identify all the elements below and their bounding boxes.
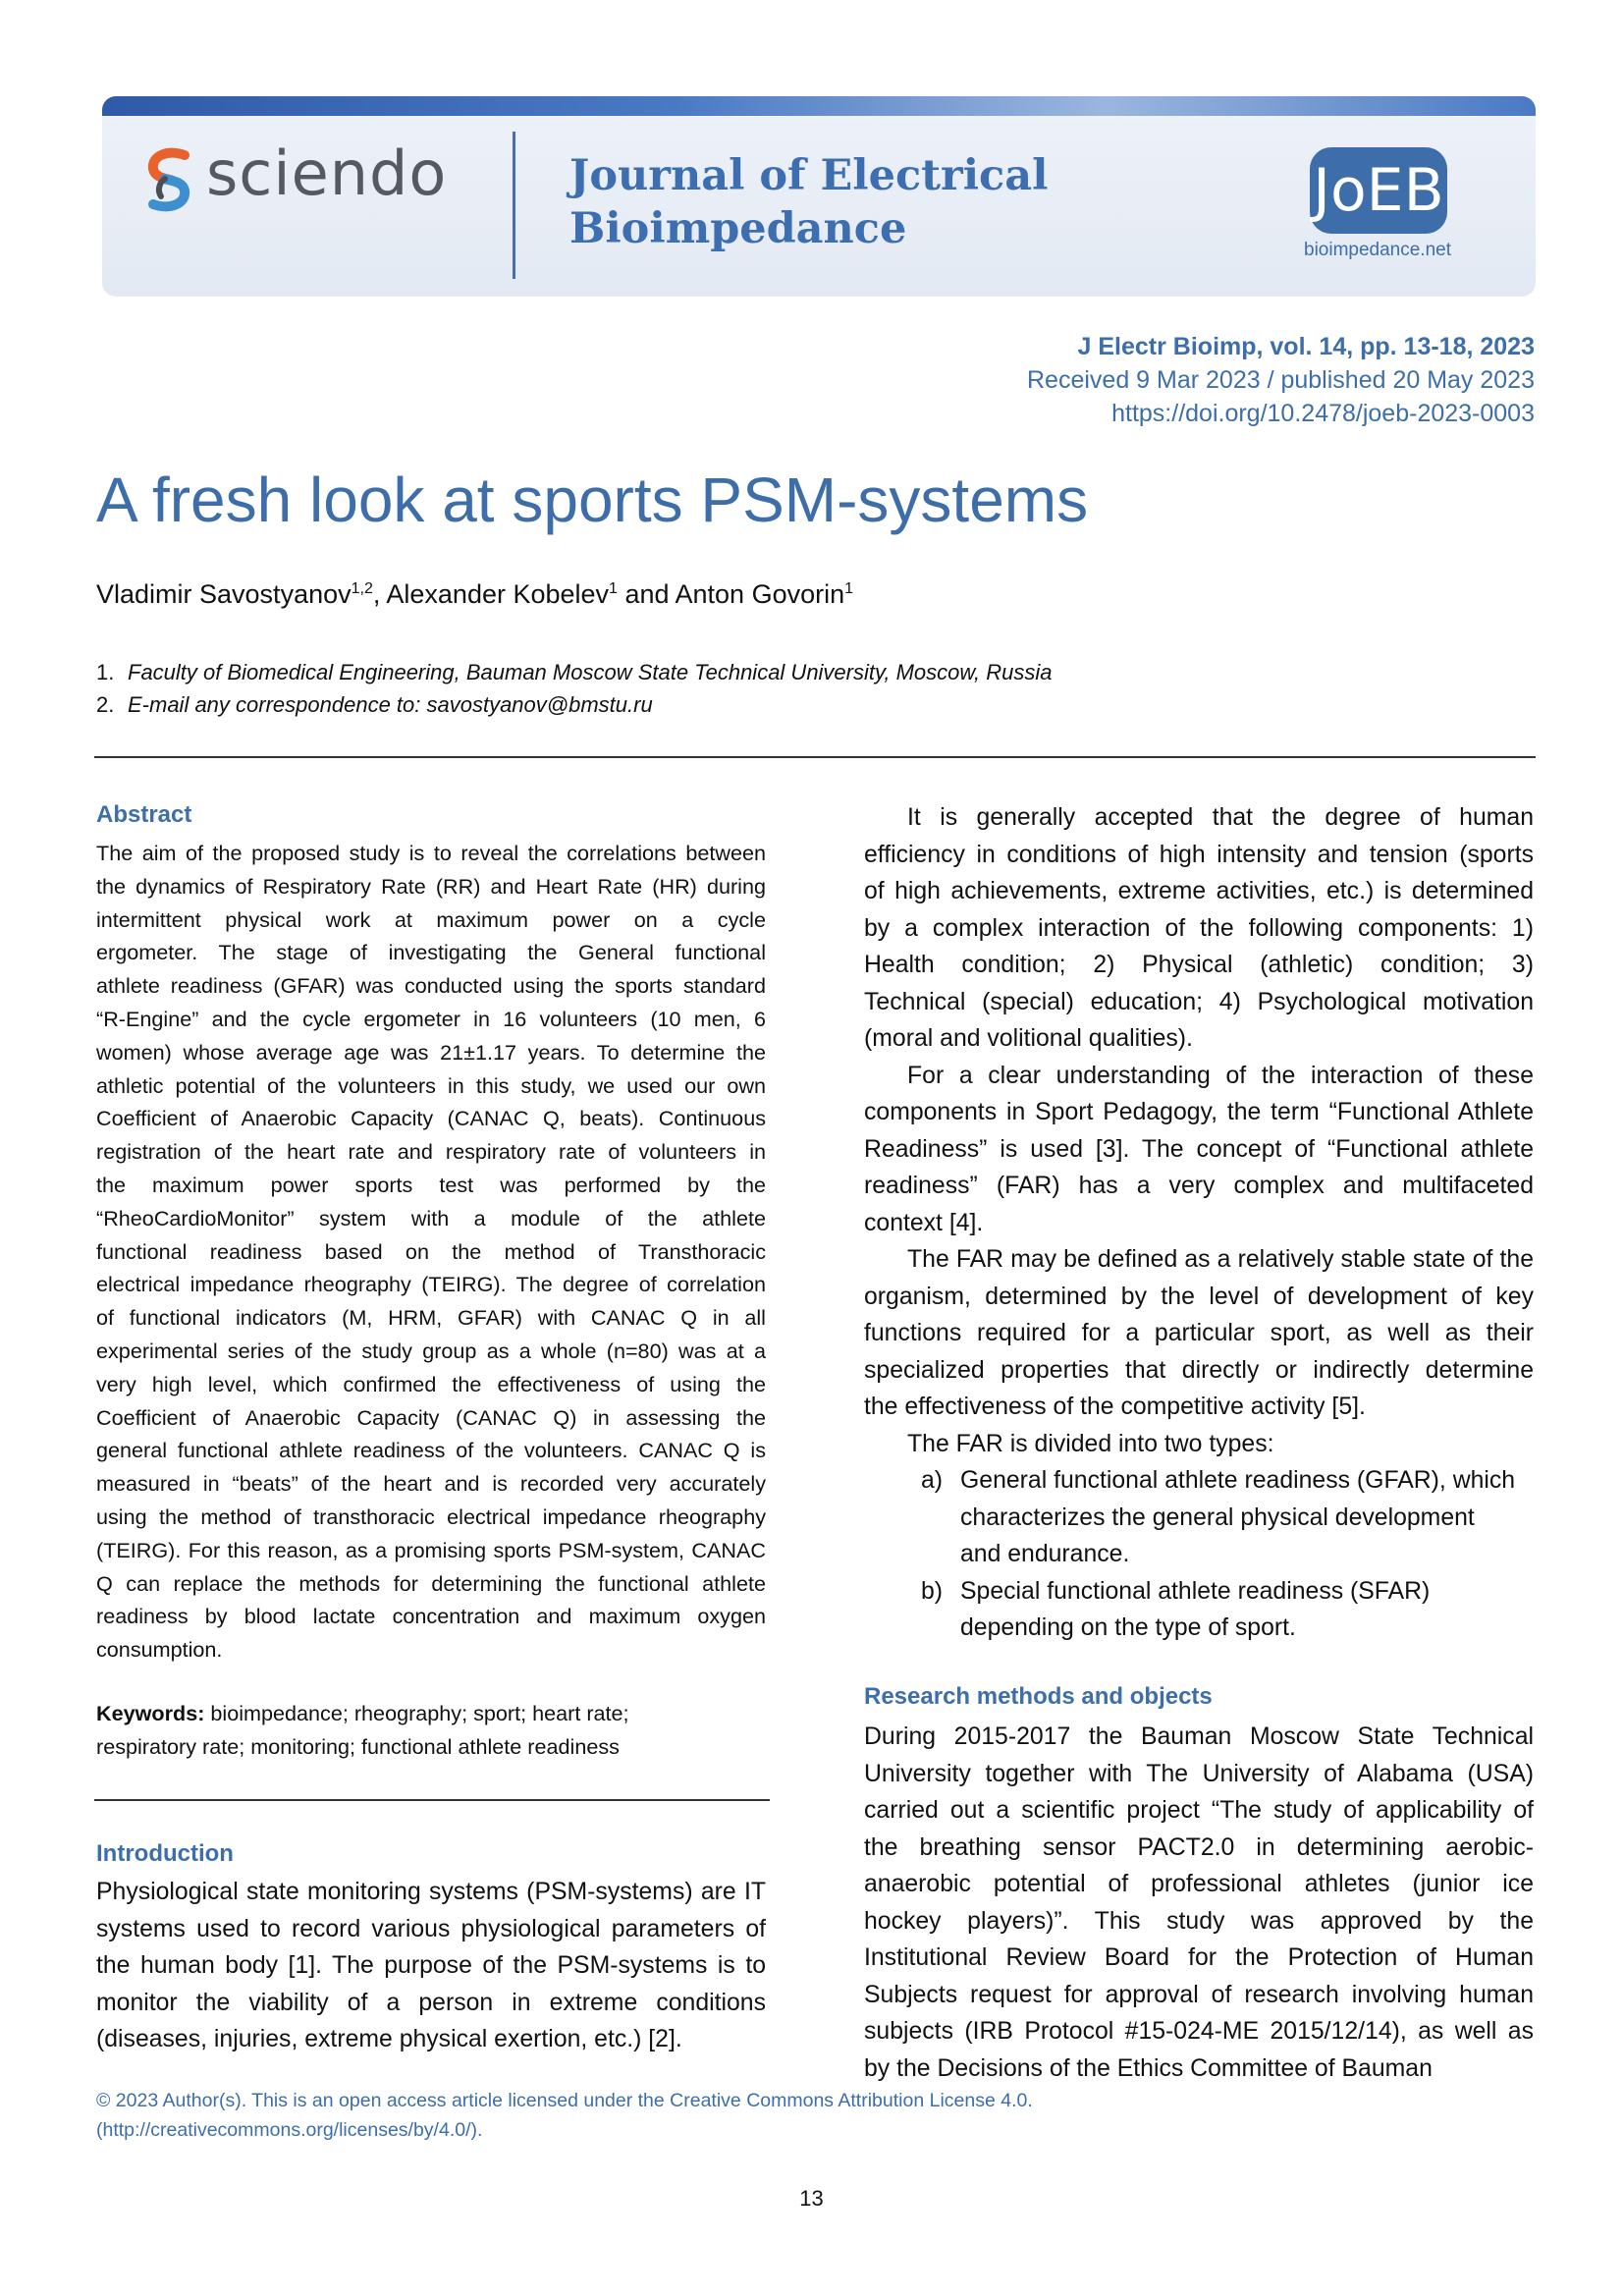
author-affiliation-sup: 1,2 [351, 580, 373, 597]
introduction-body [96, 1874, 766, 2058]
text-line: the human body [1]. The purpose of the PSM-systems is to [96, 1952, 766, 1980]
text-line: The FAR may be defined as a relatively stable state of the [907, 1246, 1534, 1273]
text-line: University together with The University of Alabama (USA) [864, 1760, 1534, 1787]
text-line: using the method of transthoracic electrical impedance rheography [96, 1503, 766, 1529]
right-column-text [864, 799, 1534, 1462]
abstract-heading: Abstract [96, 801, 192, 828]
keywords-line: respiratory rate; monitoring; functional athlete readiness [96, 1733, 620, 1759]
license-text: © 2023 Author(s). This is an open access article licensed under the Creative Commons Attribution License 4.0. [96, 2090, 1033, 2111]
keywords-label: Keywords: [96, 1701, 205, 1725]
text-line: intermittent physical work at maximum power on a cycle [96, 906, 766, 932]
text-line: athletic potential of the volunteers in this study, we used our own [96, 1072, 766, 1098]
publisher-name: sciendo [206, 137, 448, 209]
text-line: efficiency in conditions of high intensity and tension (sports [864, 841, 1534, 868]
text-line: very high level, which confirmed the effectiveness of using the [96, 1371, 766, 1396]
list-line: depending on the type of sport. [960, 1614, 1296, 1641]
list-line: Special functional athlete readiness (SFAR) [960, 1577, 1431, 1605]
affiliation-item [96, 656, 1053, 688]
list-item [864, 1573, 1534, 1647]
text-line: subjects (IRB Protocol #15-024-ME 2015/12/14), as well as [864, 2018, 1534, 2045]
citation-doi[interactable]: https://doi.org/10.2478/joeb-2023-0003 [1111, 400, 1535, 427]
text-line: Institutional Review Board for the Protection of Human [864, 1944, 1534, 1971]
list-label: b) [921, 1577, 944, 1605]
text-line: Physiological state monitoring systems (PSM-systems) are IT [96, 1879, 766, 1905]
author-separator: and [617, 579, 676, 609]
banner-divider [513, 132, 515, 279]
introduction-heading: Introduction [96, 1840, 234, 1867]
text-line: consumption. [96, 1637, 223, 1663]
journal-url[interactable]: bioimpedance.net [1304, 240, 1451, 260]
text-line: “R-Engine” and the cycle ergometer in 16 volunteers (10 men, 6 [96, 1006, 766, 1031]
text-line: hockey players)”. This study was approved by the [864, 1907, 1534, 1935]
sciendo-logo-icon [145, 147, 192, 212]
text-line: the effectiveness of the competitive activity [5]. [864, 1394, 1366, 1420]
methods-body [864, 1719, 1534, 2087]
methods-heading: Research methods and objects [864, 1683, 1213, 1710]
abstract-body [96, 837, 766, 1667]
citation-block [1027, 330, 1535, 430]
journal-banner [102, 96, 1536, 297]
far-types-list [864, 1462, 1534, 1647]
author-name: Vladimir Savostyanov [96, 579, 352, 609]
citation-ref: J Electr Bioimp, vol. 14, pp. 13-18, 2023 [1077, 333, 1535, 360]
affiliation-number: 2. [96, 692, 115, 717]
text-line: by a complex interaction of the following components: 1) [864, 914, 1534, 942]
text-line: experimental series of the study group as a whole (n=80) was at a [96, 1338, 766, 1363]
text-line: electrical impedance rheography (TEIRG). The degree of correlation [96, 1272, 766, 1297]
license-footer [96, 2086, 1033, 2145]
text-line: The aim of the proposed study is to reveal the correlations between [96, 841, 766, 865]
text-line: It is generally accepted that the degree of human [907, 804, 1534, 831]
paper-title: A fresh look at sports PSM-systems [96, 465, 1089, 535]
text-line: registration of the heart rate and respiratory rate of volunteers in [96, 1139, 766, 1165]
text-line: the breathing sensor PACT2.0 in determining aerobic- [864, 1833, 1534, 1861]
paragraph [864, 799, 1534, 1058]
paragraph [864, 1241, 1534, 1426]
paragraph [864, 1058, 1534, 1242]
text-line: athlete readiness (GFAR) was conducted using the sports standard [96, 973, 766, 999]
text-line: Technical (special) education; 4) Psychological motivation [864, 988, 1534, 1015]
list-line: and endurance. [960, 1541, 1130, 1567]
text-line: anaerobic potential of professional athletes (junior ice [864, 1871, 1534, 1897]
affiliation-text: E-mail any correspondence to: savostyanov@bmstu.ru [128, 692, 653, 717]
text-line: readiness” (FAR) has a very complex and multifaceted [864, 1173, 1534, 1199]
text-line: general functional athlete readiness of the volunteers. CANAC Q is [96, 1438, 766, 1463]
text-line: organism, determined by the level of development of key [864, 1283, 1534, 1310]
text-line: (moral and volitional qualities). [864, 1025, 1193, 1052]
affiliation-number: 1. [96, 660, 115, 684]
list-item [864, 1462, 1534, 1573]
text-line: Subjects request for approval of research involving human [864, 1981, 1534, 2008]
text-line: the dynamics of Respiratory Rate (RR) and Heart Rate (HR) during [96, 873, 766, 899]
text-line: (diseases, injuries, extreme physical exertion, etc.) [2]. [96, 2026, 682, 2053]
text-line: women) whose average age was 21±1.17 years. To determine the [96, 1039, 766, 1065]
text-line: measured in “beats” of the heart and is recorded very accurately [96, 1471, 766, 1497]
text-line: Coefficient of Anaerobic Capacity (CANAC Q, beats). Continuous [96, 1106, 766, 1131]
journal-title-line2: Bioimpedance [569, 204, 907, 253]
text-line: For a clear understanding of the interaction of these [907, 1062, 1534, 1089]
text-line: systems used to record various physiological parameters of [96, 1915, 766, 1942]
text-line: carried out a scientific project “The study of applicability of [864, 1797, 1534, 1824]
text-line: specialized properties that directly or indirectly determine [864, 1356, 1534, 1384]
author-list [96, 579, 853, 610]
keywords [96, 1697, 766, 1764]
text-line: (TEIRG). For this reason, as a promising sports PSM-system, CANAC [96, 1537, 766, 1562]
author-affiliation-sup: 1 [609, 580, 618, 597]
keywords-text: bioimpedance; rheography; sport; heart rate; [204, 1701, 629, 1725]
text-line: ergometer. The stage of investigating the General functional [96, 940, 766, 965]
text-line: readiness by blood lactate concentration and maximum oxygen [96, 1604, 766, 1629]
list-label: a) [921, 1467, 944, 1494]
header-divider [94, 756, 1536, 758]
keywords-divider [94, 1799, 770, 1801]
text-line: components in Sport Pedagogy, the term “Functional Athlete [864, 1099, 1534, 1125]
license-url[interactable]: (http://creativecommons.org/licenses/by/4.0/). [96, 2119, 483, 2141]
text-line: by the Decisions of the Ethics Committee of Bauman [864, 2054, 1433, 2082]
text-line: context [4]. [864, 1209, 984, 1236]
banner-top-stripe [102, 96, 1536, 116]
text-line: the maximum power sports test was performed by the [96, 1172, 766, 1197]
paragraph: The FAR is divided into two types: [907, 1430, 1274, 1457]
list-line: General functional athlete readiness (GFAR), which [960, 1467, 1516, 1494]
text-line: Readiness” is used [3]. The concept of “Functional athlete [864, 1135, 1534, 1163]
text-line: of high achievements, extreme activities, etc.) is determined [864, 878, 1534, 904]
affiliations [96, 656, 1053, 721]
text-line: “RheoCardioMonitor” system with a module of the athlete [96, 1205, 766, 1230]
text-line: Q can replace the methods for determining the functional athlete [96, 1570, 766, 1596]
text-line: functions required for a particular sport, as well as their [864, 1320, 1534, 1346]
text-line: of functional indicators (M, HRM, GFAR) with CANAC Q in all [96, 1305, 766, 1331]
page-number: 13 [799, 2186, 824, 2211]
text-line: functional readiness based on the method of Transthoracic [96, 1238, 766, 1264]
text-line: Coefficient of Anaerobic Capacity (CANAC Q) in assessing the [96, 1404, 766, 1430]
joeb-logo: JoEB [1310, 147, 1447, 234]
text-line: During 2015-2017 the Bauman Moscow State Technical [864, 1723, 1534, 1750]
author-name: Alexander Kobelev [386, 579, 610, 609]
list-line: characterizes the general physical development [960, 1503, 1475, 1531]
text-line: Health condition; 2) Physical (athletic) condition; 3) [864, 952, 1534, 978]
author-affiliation-sup: 1 [844, 580, 854, 597]
affiliation-item [96, 688, 1053, 721]
keywords-line [96, 1697, 766, 1730]
affiliation-text: Faculty of Biomedical Engineering, Bauman Moscow State Technical University, Moscow, Russia [128, 660, 1053, 684]
journal-title-line1: Journal of Electrical [569, 151, 1049, 200]
author-name: Anton Govorin [675, 579, 845, 609]
author-separator: , [372, 579, 387, 609]
journal-title [569, 149, 1048, 255]
text-line: monitor the viability of a person in extreme conditions [96, 1989, 766, 2016]
citation-dates: Received 9 Mar 2023 / published 20 May 2023 [1027, 366, 1535, 394]
